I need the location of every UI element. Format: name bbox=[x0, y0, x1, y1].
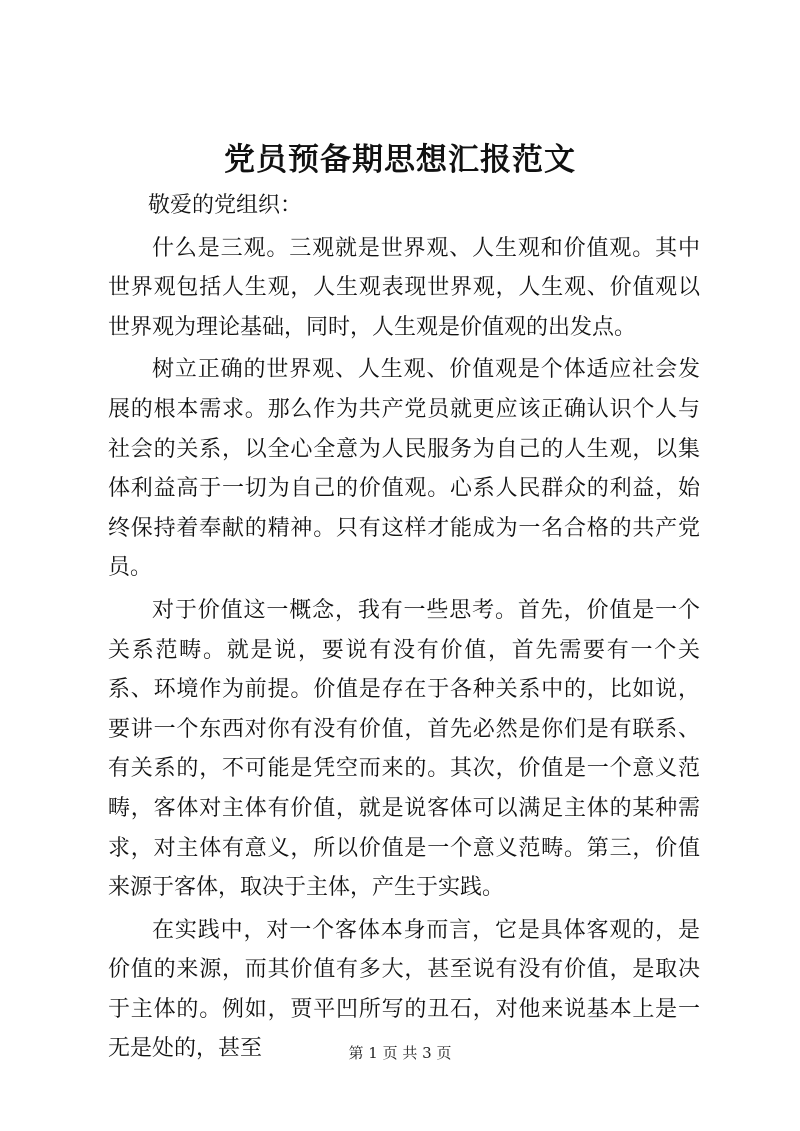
salutation: 敬爱的党组织： bbox=[148, 193, 303, 218]
paragraph-4: 在实践中，对一个客体本身而言，它是具体客观的，是价值的来源，而其价值有多大，甚至说有没有价值，是取决于主体的。例如，贾平凹所写的丑石，对他来说基本上是一无是处的，甚至 bbox=[108, 917, 700, 1062]
document-body bbox=[108, 186, 700, 1072]
paragraph-2: 树立正确的世界观、人生观、价值观是个体适应社会发展的根本需求。那么作为共产党员就更应该正确认识个人与社会的关系，以全心全意为人民服务为自己的人生观，以集体利益高于一切为自己的价值观。心系人民群众的利益，始终保持着奉献的精神。只有这样才能成为一名合格的共产党员。 bbox=[108, 357, 700, 581]
paragraph-1: 什么是三观。三观就是世界观、人生观和价值观。其中世界观包括人生观，人生观表现世界观，人生观、价值观以世界观为理论基础，同时，人生观是价值观的出发点。 bbox=[108, 235, 700, 340]
document-title: 党员预备期思想汇报范文 bbox=[224, 142, 576, 178]
paragraph-3: 对于价值这一概念，我有一些思考。首先，价值是一个关系范畴。就是说，要说有没有价值，首先需要有一个关系、环境作为前提。价值是存在于各种关系中的，比如说，要讲一个东西对你有没有价值，首先必然是你们是有联系、有关系的，不可能是凭空而来的。其次，价值是一个意义范畴，客体对主体有价值，就是说客体可以满足主体的某种需求，对主体有意义，所以价值是一个意义范畴。第三，价值来源于客体，取决于主体，产生于实践。 bbox=[108, 597, 700, 901]
page-footer: 第 1 页 共 3 页 bbox=[348, 1044, 452, 1062]
